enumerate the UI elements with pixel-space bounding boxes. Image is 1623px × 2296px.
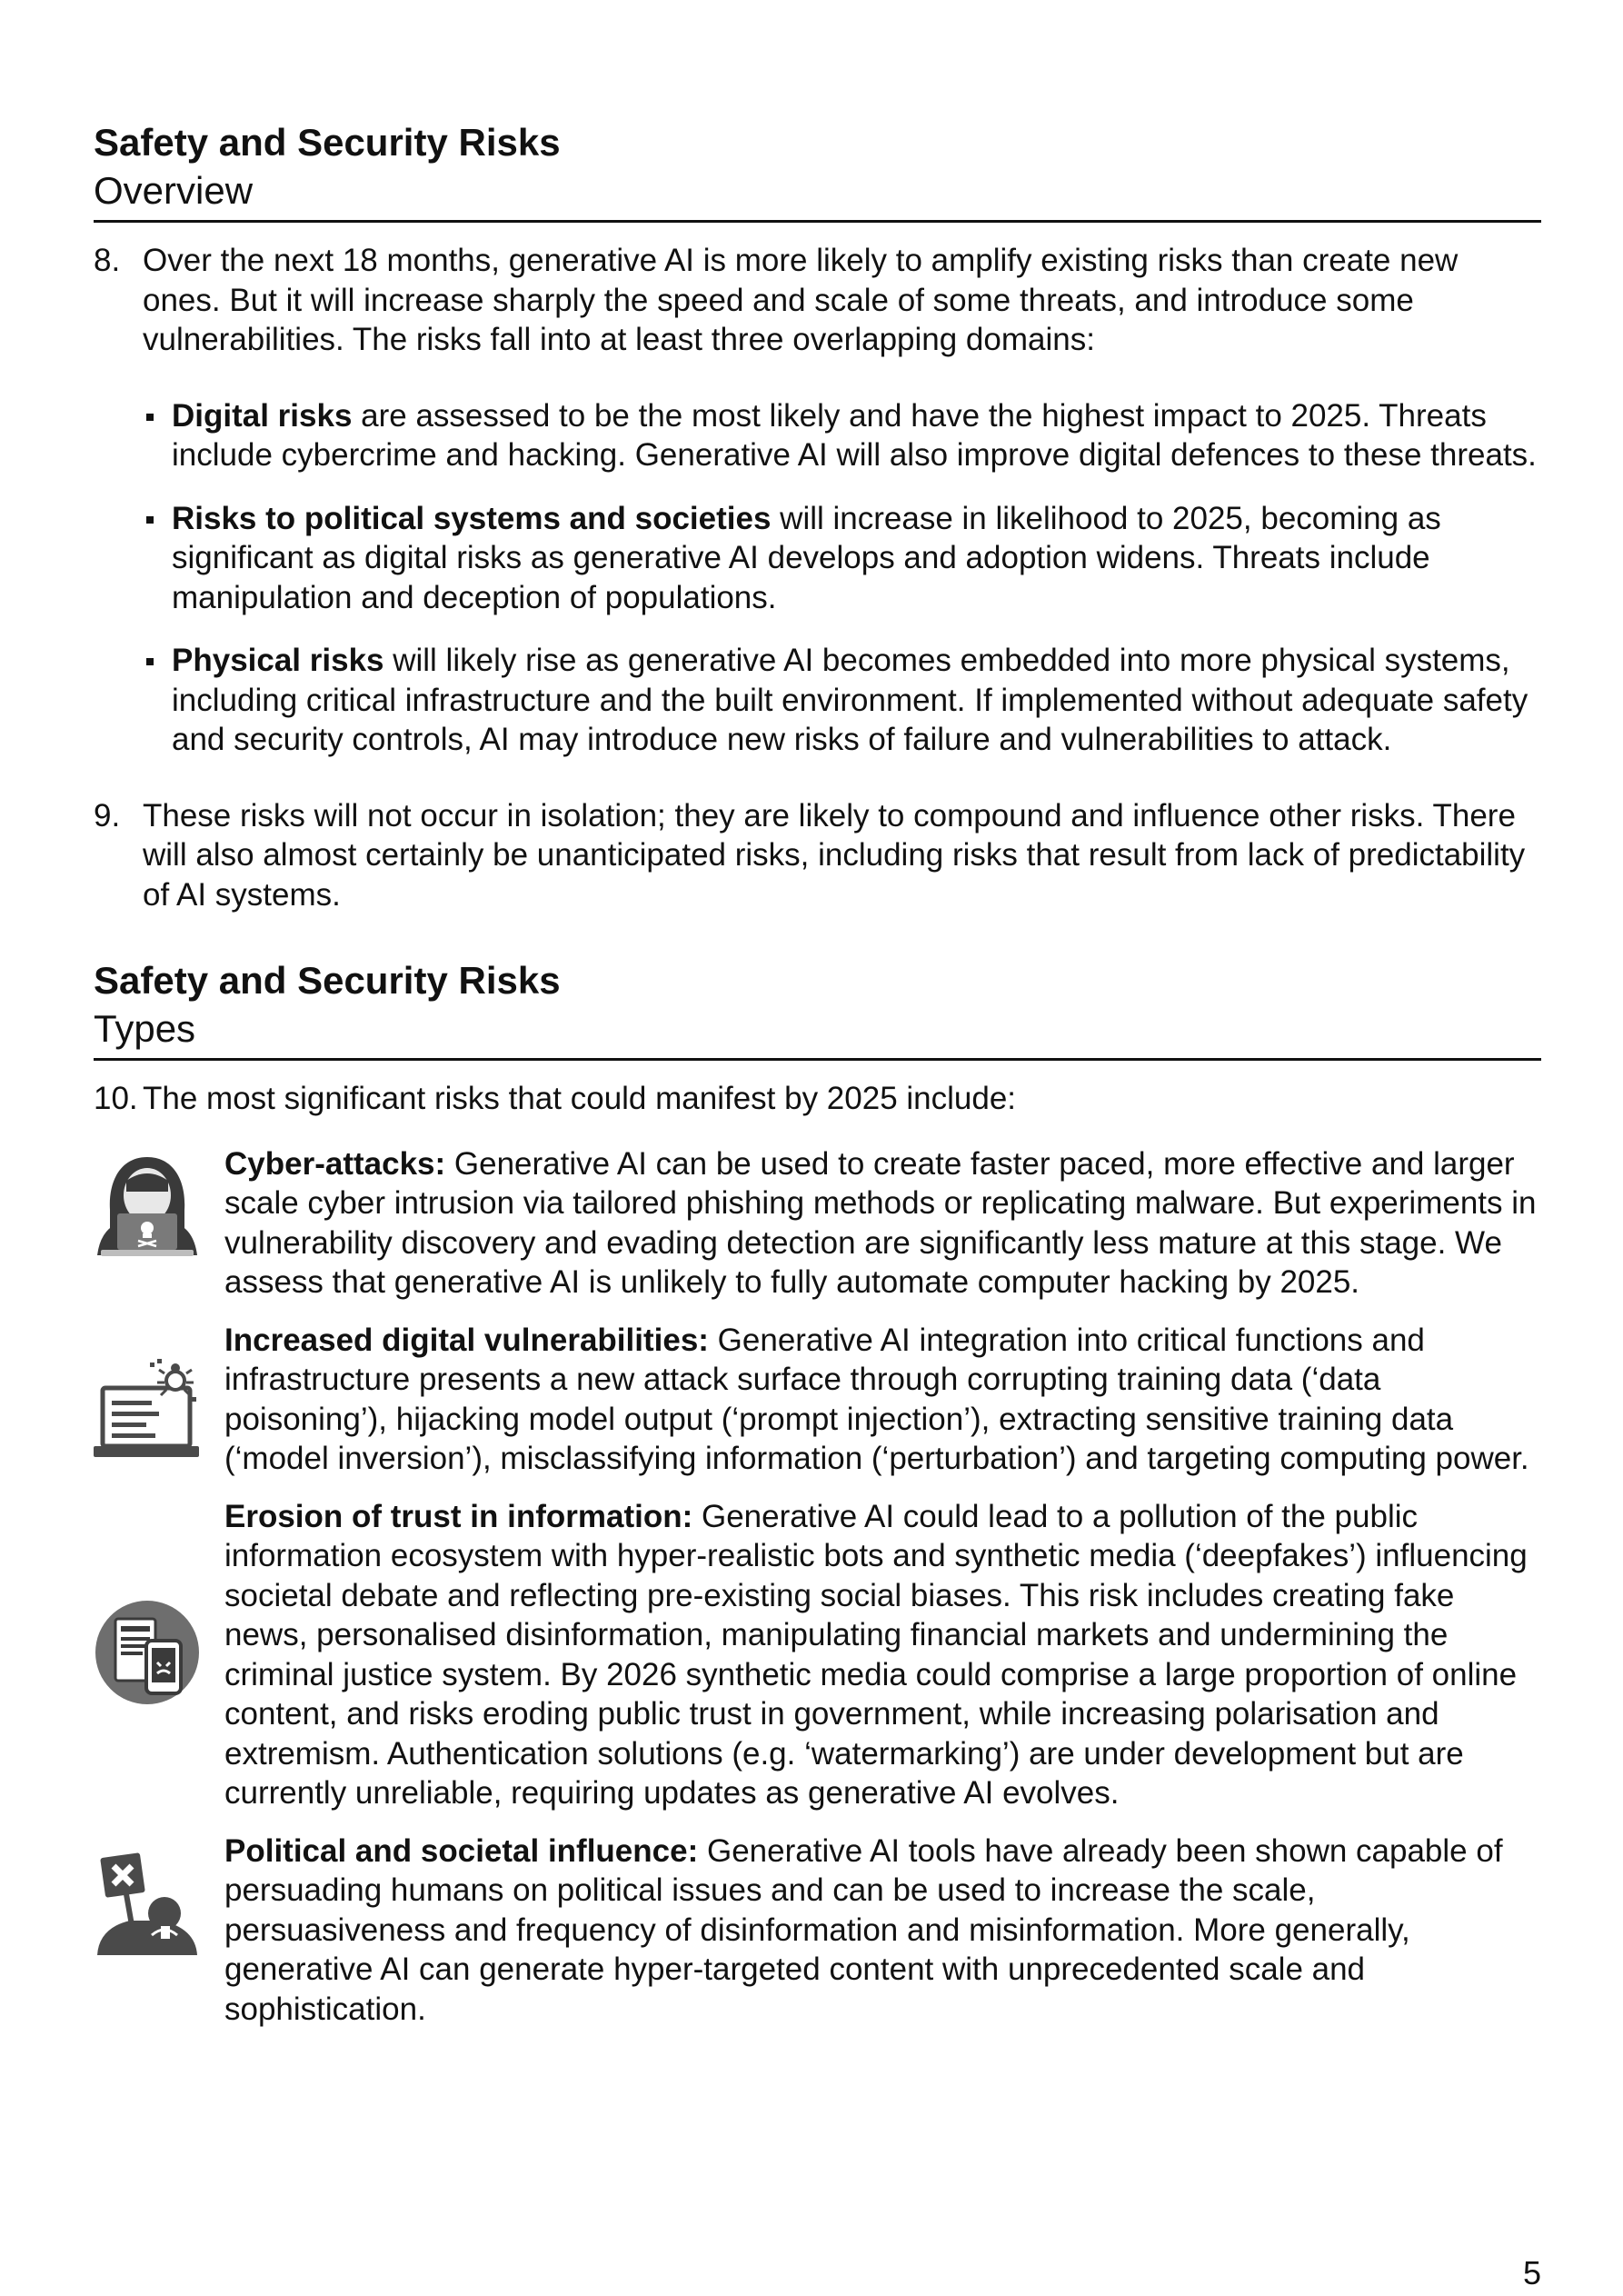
laptop-bug-icon — [94, 1357, 201, 1464]
list-item — [143, 499, 1541, 618]
paragraph-text: The most significant risks that could manifest by 2025 include: — [143, 1081, 1017, 1116]
bullet-bold-term: Physical risks — [172, 643, 384, 678]
section-title-overview: Safety and Security Risks — [94, 121, 561, 164]
list-item — [143, 641, 1541, 760]
page-content — [94, 118, 1541, 2047]
section-divider — [94, 1058, 1541, 1061]
section-divider — [94, 220, 1541, 223]
paragraph-number: 8. — [94, 243, 121, 278]
risk-domain-list — [94, 396, 1541, 760]
risk-erosion-of-trust — [94, 1497, 1541, 1813]
risk-text: Generative AI integration into critical functions and infrastructure presents a new attack surface through corrupting training data (‘data poisoning’), hijacking model output (‘prompt injection’), extracting sensitive training data (‘model inversion’), misclassifying information (‘perturbation’) and targeting computing power. — [224, 1322, 1529, 1476]
bullet-text: will increase in likelihood to 2025, becoming as significant as digital risks as generative AI develops and adoption widens. Threats include manipulation and deception of populations. — [172, 500, 1441, 615]
paragraph-9 — [94, 796, 1541, 915]
risk-title: Increased digital vulnerabilities: — [224, 1322, 709, 1358]
list-item — [143, 396, 1541, 475]
section-subtitle-overview: Overview — [94, 169, 254, 212]
fake-news-icon — [94, 1599, 201, 1706]
bullet-bold-term: Digital risks — [172, 397, 353, 434]
paragraph-number: 10. — [94, 1081, 138, 1116]
risk-title: Erosion of trust in information: — [224, 1498, 693, 1534]
risk-political-influence — [94, 1832, 1541, 2030]
risk-digital-vulnerabilities — [94, 1321, 1541, 1479]
section-subtitle-types: Types — [94, 1007, 196, 1050]
protest-icon — [94, 1850, 201, 1957]
risk-cyber-attacks — [94, 1144, 1541, 1303]
bullet-text: are assessed to be the most likely and have the highest impact to 2025. Threats include cybercrime and hacking. Generative AI will also improve digital defences to these threats. — [172, 397, 1537, 473]
section-title-types: Safety and Security Risks — [94, 959, 561, 1002]
risk-text: Generative AI can be used to create faster paced, more effective and larger scale cyber intrusion via tailored phishing methods or replicating malware. But experiments in vulnerability discovery and evading detection are significantly less mature at this stage. We assess that generative AI is unlikely to fully automate computer hacking by 2025. — [224, 1145, 1537, 1300]
bullet-bold-term: Risks to political systems and societies — [172, 500, 772, 536]
risk-text: Generative AI could lead to a pollution of the public information ecosystem with hyper-realistic bots and synthetic media (‘deepfakes’) influencing societal debate and reflecting pre-existing social biases. This risk includes creating fake news, personalised disinformation, manipulating financial markets and undermining the criminal justice system. By 2026 synthetic media could comprise a large proportion of online content, and risks eroding public trust in government, while increasing polarisation and extremism. Authentication solutions (e.g. ‘watermarking’) are under development but are currently unreliable, requiring updates as generative AI evolves. — [224, 1498, 1528, 1811]
paragraph-8 — [94, 241, 1541, 360]
bullet-text: will likely rise as generative AI becomes embedded into more physical systems, including critical infrastructure and the built environment. If implemented without adequate safety and security controls, AI may introduce new risks of failure and vulnerabilities to attack. — [172, 643, 1528, 757]
risk-title: Political and societal influence: — [224, 1832, 699, 1869]
paragraph-text: Over the next 18 months, generative AI is more likely to amplify existing risks than create new ones. But it will increase sharply the speed and scale of some threats, and introduce some vulnerabilities. The risks fall into at least three overlapping domains: — [143, 243, 1459, 357]
bullet-square-icon — [146, 516, 154, 524]
risk-text: Generative AI tools have already been shown capable of persuading humans on political issues and can be used to increase the scale, persuasiveness and frequency of disinformation and misinformation. More generally, generative AI can generate hyper-targeted content with unprecedented scale and sophistication. — [224, 1832, 1503, 2027]
hacker-icon — [94, 1153, 201, 1261]
page-number: 5 — [1522, 2254, 1541, 2291]
paragraph-text: These risks will not occur in isolation; they are likely to compound and influence other risks. There will also almost certainly be unanticipated risks, including risks that result from lack of predictability of AI systems. — [143, 797, 1526, 913]
paragraph-number: 9. — [94, 797, 121, 834]
paragraph-10 — [94, 1079, 1541, 1119]
bullet-square-icon — [146, 658, 154, 665]
risk-title: Cyber-attacks: — [224, 1145, 446, 1182]
bullet-square-icon — [146, 414, 154, 421]
